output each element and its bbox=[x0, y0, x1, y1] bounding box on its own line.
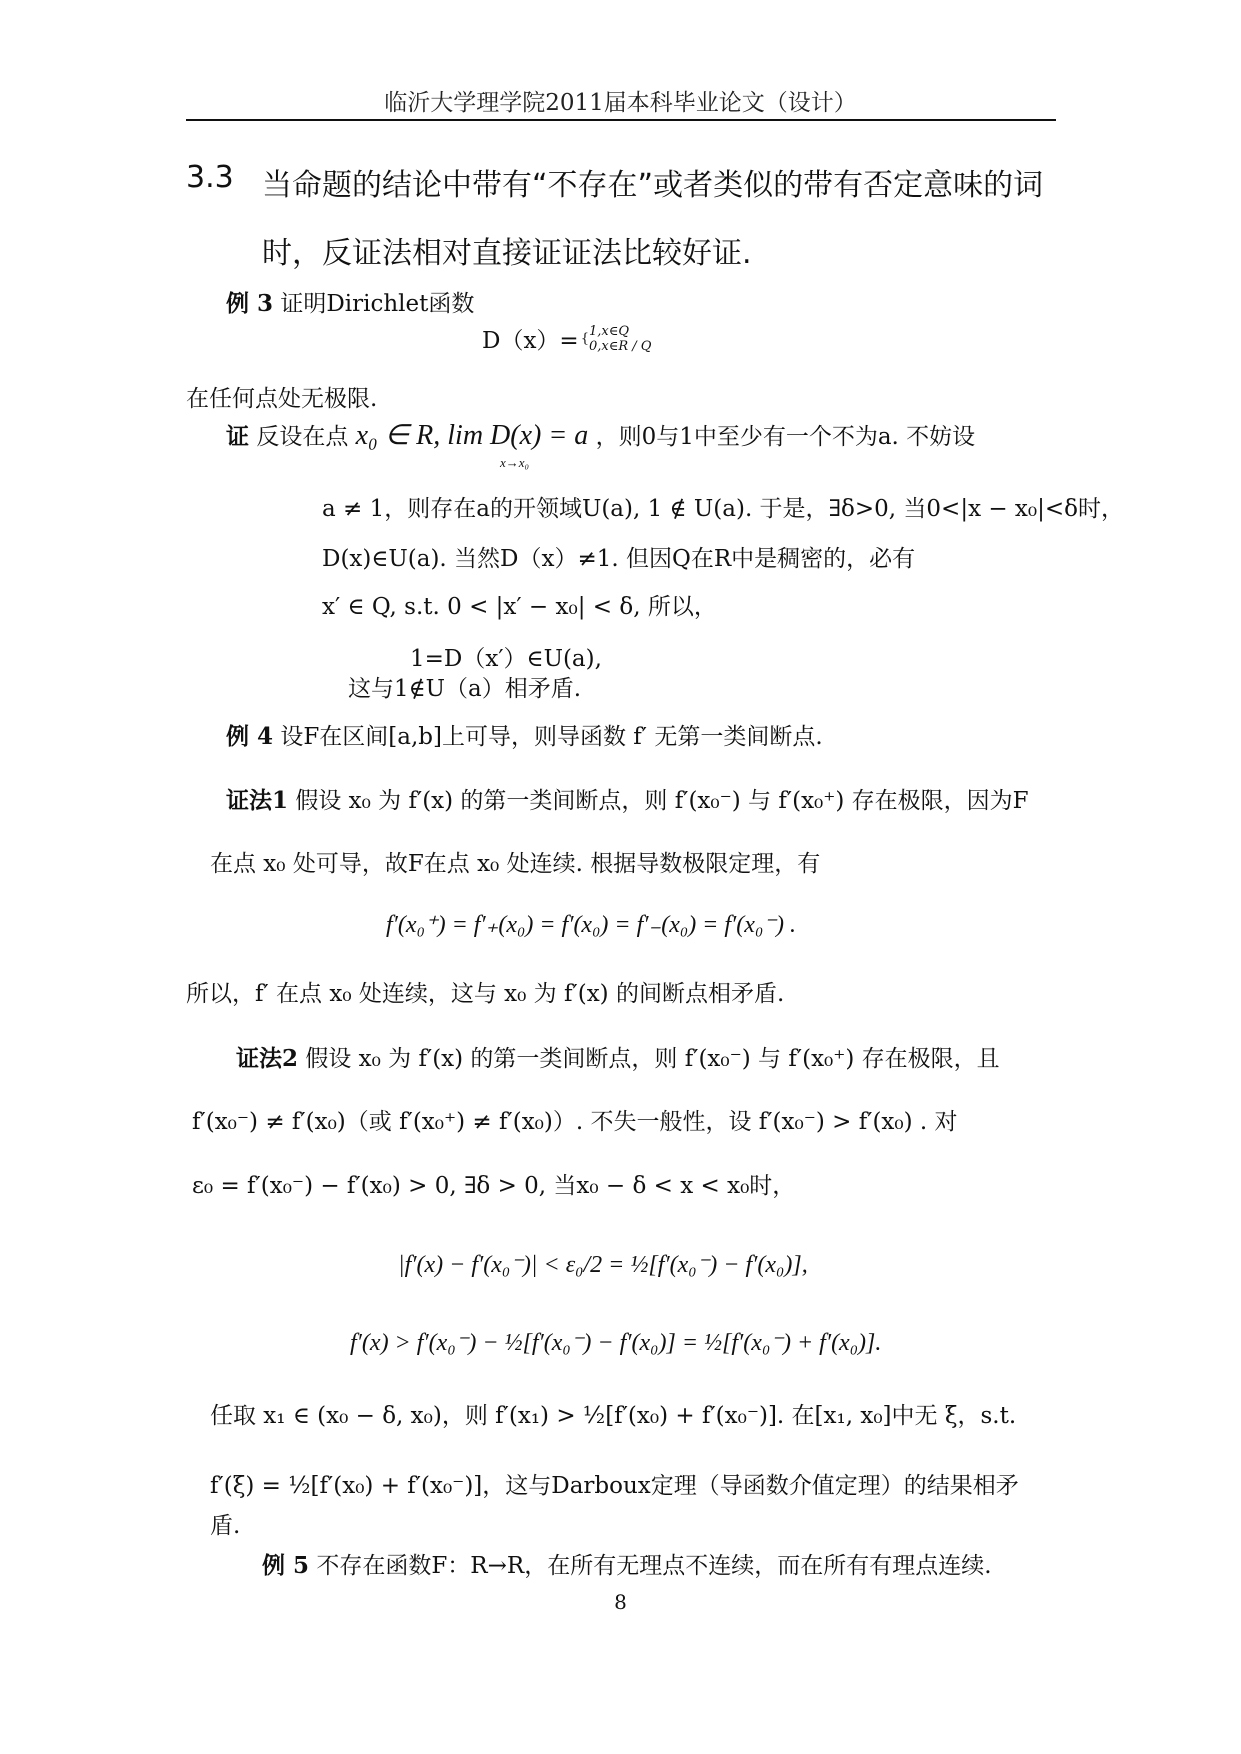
definition-lhs: D（x）= bbox=[482, 328, 579, 354]
proof1-label: 证法1 bbox=[226, 787, 289, 814]
example3-conclusion: 在任何点处无极限. bbox=[186, 386, 378, 412]
example3-label: 例 3 bbox=[226, 290, 274, 317]
dirichlet-definition bbox=[482, 322, 651, 355]
proof2-line4: 任取 x₁ ∈ (x₀ − δ, x₀)，则 f′(x₁) > ½[f′(x₀) + f′(x₀⁻)]. 在[x₁, x₀]中无 ξ，s.t. bbox=[210, 1403, 1017, 1429]
proof-line2: a ≠ 1，则存在a的开领域U(a), 1 ∉ U(a). 于是，∃δ>0, 当0<|x − x₀|<δ时， bbox=[322, 496, 1124, 522]
proof-line6: 这与1∉U（a）相矛盾. bbox=[348, 676, 582, 702]
proof-line1-math: x₀ ∈ R, lim D(x) = a bbox=[355, 420, 589, 451]
header-rule bbox=[186, 119, 1056, 121]
proof2-line2: f′(x₀⁻) ≠ f′(x₀)（或 f′(x₀⁺) ≠ f′(x₀)）. 不失一般性，设 f′(x₀⁻) > f′(x₀) . 对 bbox=[192, 1109, 958, 1135]
proof2-label: 证法2 bbox=[236, 1045, 299, 1072]
proof2-line5: f′(ξ) = ½[f′(x₀) + f′(x₀⁻)]，这与Darboux定理（导函数介值定理）的结果相矛 bbox=[210, 1473, 1019, 1499]
proof2-line3: ε₀ = f′(x₀⁻) − f′(x₀) > 0, ∃δ > 0, 当x₀ − δ < x < x₀时， bbox=[192, 1173, 796, 1199]
page-number: 8 bbox=[614, 1590, 627, 1614]
example3-line bbox=[226, 285, 474, 318]
proof2-line6: 盾. bbox=[210, 1513, 241, 1539]
example3-statement: 证明Dirichlet函数 bbox=[280, 291, 475, 317]
proof2-line1-text: 假设 x₀ 为 f′(x) 的第一类间断点，则 f′(x₀⁻) 与 f′(x₀⁺) 存在极限，且 bbox=[305, 1046, 1000, 1072]
example5-label: 例 5 bbox=[262, 1552, 310, 1579]
section-title-line2: 时，反证法相对直接证证法比较好证. bbox=[262, 236, 752, 271]
proof-line4: x′ ∈ Q, s.t. 0 < |x′ − x₀| < δ, 所以， bbox=[322, 594, 717, 620]
definition-cases: { 1,x∈Q 0,x∈R / Q bbox=[580, 323, 652, 354]
example4-label: 例 4 bbox=[226, 723, 274, 750]
proof1-line2: 在点 x₀ 处可导，故F在点 x₀ 处连续. 根据导数极限定理，有 bbox=[210, 851, 821, 877]
proof1-line1-text: 假设 x₀ 为 f′(x) 的第一类间断点，则 f′(x₀⁻) 与 f′(x₀⁺) 存在极限，因为F bbox=[295, 788, 1029, 814]
example4-line bbox=[226, 718, 823, 751]
proof1-line1 bbox=[226, 782, 1029, 815]
proof-line3: D(x)∈U(a). 当然D（x）≠1. 但因Q在R中是稠密的，必有 bbox=[322, 546, 916, 572]
example4-statement: 设F在区间[a,b]上可导，则导函数 f′ 无第一类间断点. bbox=[280, 724, 823, 750]
example5-statement: 不存在函数F：R→R，在所有无理点不连续，而在所有有理点连续. bbox=[316, 1553, 992, 1579]
limit-subscript: x→x₀ bbox=[500, 455, 530, 470]
proof2-equation1: |f′(x) − f′(x₀⁻)| < ε₀/2 = ½[f′(x₀⁻) − f′(x₀)], bbox=[398, 1252, 808, 1278]
section-title-line1: 当命题的结论中带有“不存在”或者类似的带有否定意味的词 bbox=[262, 168, 1044, 203]
proof-line1 bbox=[226, 418, 975, 452]
proof-line1-text: 反设在点 bbox=[256, 424, 349, 450]
definition-case-1: 1,x∈Q bbox=[588, 323, 629, 339]
proof-label: 证 bbox=[226, 423, 249, 450]
section-number: 3.3 bbox=[186, 160, 234, 195]
running-header: 临沂大学理学院2011届本科毕业论文（设计） bbox=[384, 90, 857, 116]
proof-line5: 1=D（x′）∈U(a), bbox=[410, 646, 602, 672]
example5-line bbox=[262, 1547, 992, 1580]
proof-line1-tail: ，则0与1中至少有一个不为a. 不妨设 bbox=[595, 424, 976, 450]
proof1-conclusion: 所以，f′ 在点 x₀ 处连续，这与 x₀ 为 f′(x) 的间断点相矛盾. bbox=[186, 981, 785, 1007]
proof2-equation2: f′(x) > f′(x₀⁻) − ½[f′(x₀⁻) − f′(x₀)] = ½[f′(x₀⁻) + f′(x₀)]. bbox=[350, 1330, 882, 1356]
proof2-line1 bbox=[236, 1040, 1000, 1073]
proof1-equation: f′(x₀⁺) = f′₊(x₀) = f′(x₀) = f′₋(x₀) = f′(x₀⁻) . bbox=[386, 912, 796, 938]
definition-case-2: 0,x∈R / Q bbox=[588, 338, 652, 354]
